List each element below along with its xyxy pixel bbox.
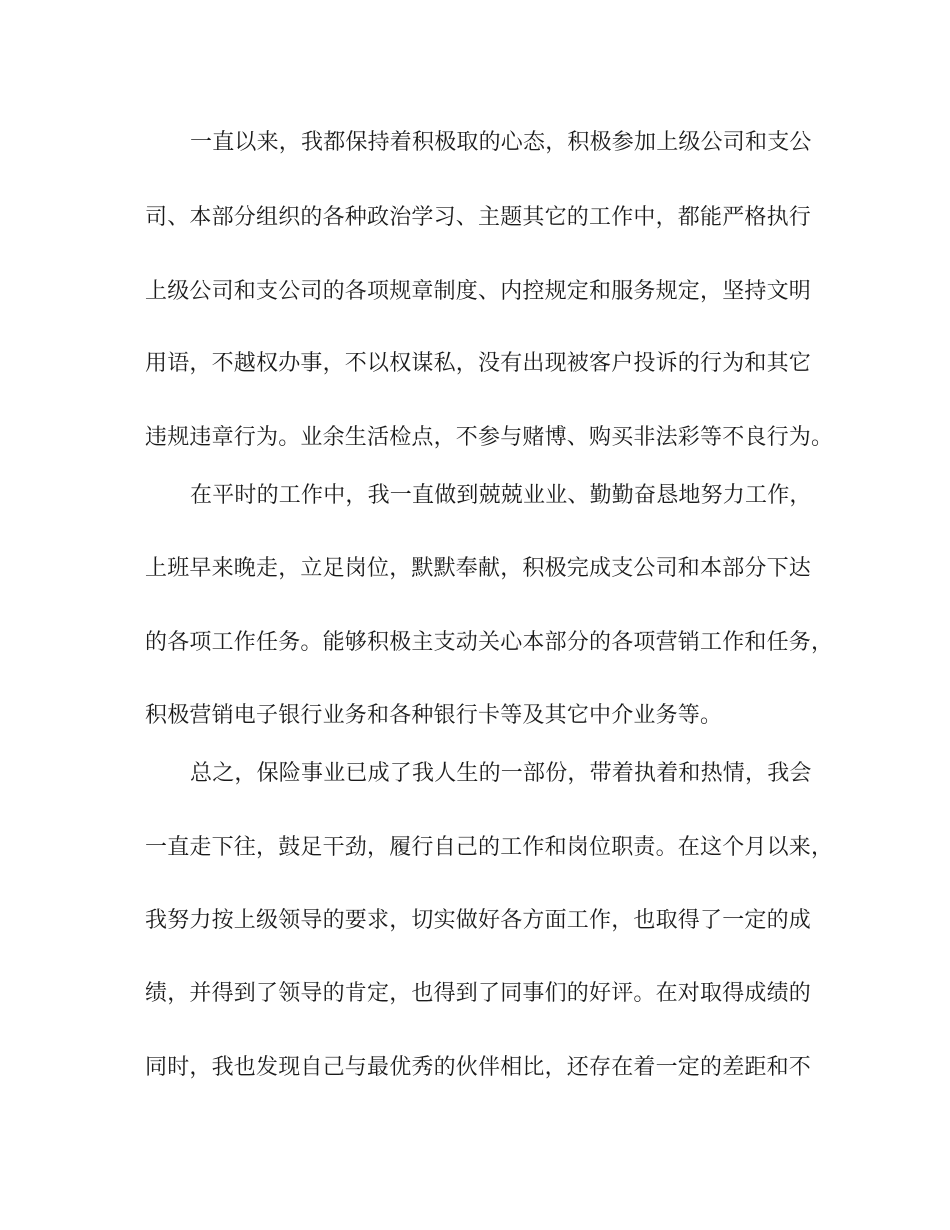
paragraph-1-line-2: 司、本部分组织的各种政治学习、主题其它的工作中，都能严格执行 (145, 205, 812, 230)
paragraph-3-line-4: 绩，并得到了领导的肯定，也得到了同事们的好评。在对取得成绩的 (145, 981, 812, 1006)
paragraph-3-line-2: 一直走下往，鼓足干劲，履行自己的工作和岗位职责。在这个月以来， (145, 835, 834, 860)
paragraph-2-line-2: 上班早来晚走，立足岗位，默默奉献，积极完成支公司和本部分下达 (145, 556, 812, 581)
paragraph-3-line-3: 我努力按上级领导的要求，切实做好各方面工作，也取得了一定的成 (145, 908, 812, 933)
paragraph-1-line-5: 违规违章行为。业余生活检点，不参与赌博、购买非法彩等不良行为。 (145, 425, 834, 450)
paragraph-1-line-4: 用语，不越权办事，不以权谋私，没有出现被客户投诉的行为和其它 (145, 351, 812, 376)
paragraph-1-line-3: 上级公司和支公司的各项规章制度、内控规定和服务规定，坚持文明 (145, 279, 812, 304)
paragraph-2-line-1: 在平时的工作中，我一直做到兢兢业业、勤勤奋恳地努力工作， (190, 483, 812, 508)
paragraph-1-line-1: 一直以来，我都保持着积极取的心态，积极参加上级公司和支公 (190, 130, 812, 155)
paragraph-3-line-5: 同时，我也发现自己与最优秀的伙伴相比，还存在着一定的差距和不 (145, 1055, 812, 1080)
paragraph-2-line-4: 积极营销电子银行业务和各种银行卡等及其它中介业务等。 (145, 703, 723, 728)
paragraph-2-line-3: 的各项工作任务。能够积极主支动关心本部分的各项营销工作和任务， (145, 630, 834, 655)
paragraph-3-line-1: 总之，保险事业已成了我人生的一部份，带着执着和热情，我会 (190, 761, 812, 786)
